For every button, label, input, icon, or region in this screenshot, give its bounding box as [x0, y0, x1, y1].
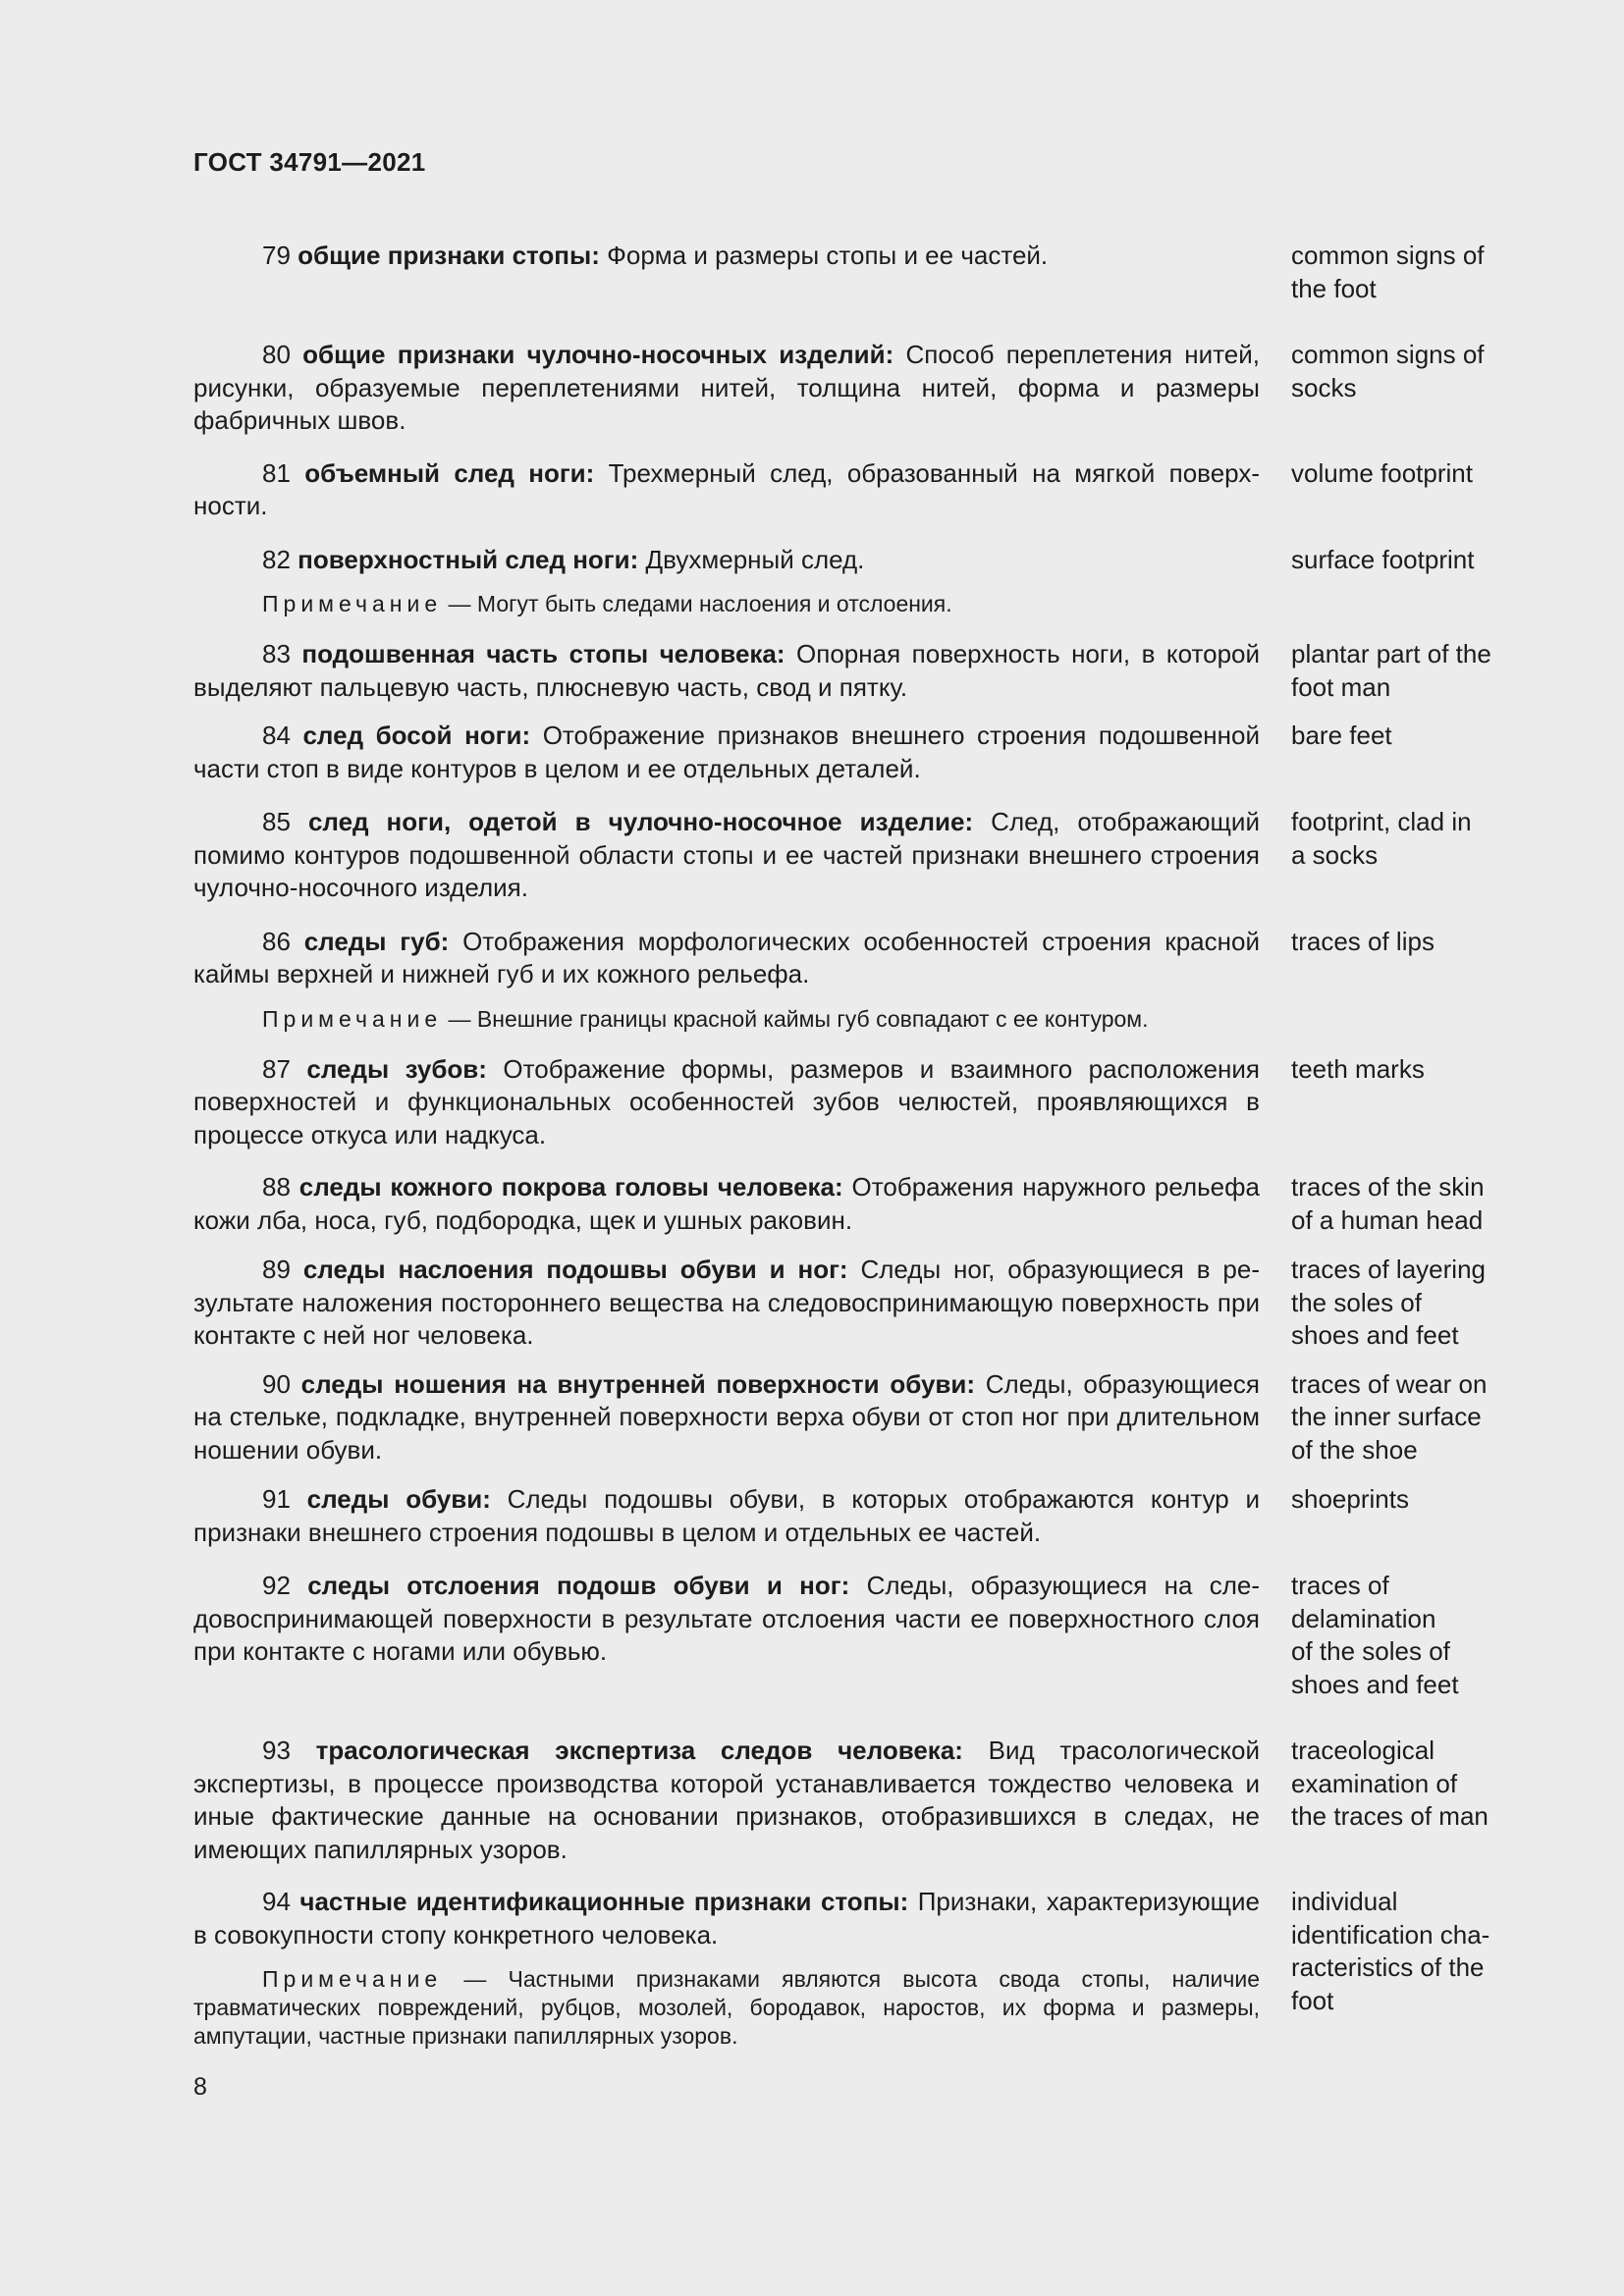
- term-definition: [193, 926, 1260, 1034]
- term-definition: [193, 1735, 1260, 1866]
- definition-text: Отображение признаков внешнего строения подошвенной части стоп в виде контуров в целом и ее отдельных деталей.: [193, 721, 1260, 783]
- english-equivalent: footprint, clad in a socks: [1291, 807, 1472, 870]
- english-equivalent: bare feet: [1291, 721, 1392, 750]
- term-name: следы ношения на внутренней поверхности обуви:: [300, 1368, 976, 1399]
- term-name: следы кожного покрова головы человека:: [298, 1172, 843, 1201]
- term-number: 83: [262, 639, 291, 668]
- term-name: следы зубов:: [306, 1053, 487, 1084]
- definition-paragraph: [193, 926, 1260, 991]
- term-number: 92: [262, 1571, 291, 1600]
- english-equivalent: common signs of socks: [1291, 340, 1485, 402]
- definition-text: Вид трасологической экспертизы, в процессе производства которой устанавливается тождество человека и иные фактические данные на основании признаков, отобразившихся в следах, не имеющих папиллярных узоров.: [193, 1735, 1260, 1864]
- note: [193, 590, 1260, 618]
- term-definition: [193, 720, 1260, 785]
- english-equivalent: shoeprints: [1291, 1484, 1409, 1514]
- english-equivalent: common signs of the foot: [1291, 240, 1485, 303]
- term-number: 86: [262, 926, 291, 956]
- definition-paragraph: [193, 720, 1260, 785]
- english-equivalent: traces of layering the soles of shoes and feet: [1291, 1255, 1486, 1350]
- definition-paragraph: [193, 1886, 1260, 1951]
- term-entry: [193, 1171, 1509, 1237]
- english-equivalent: traces of the skin of a human head: [1291, 1172, 1485, 1235]
- term-definition: [193, 240, 1260, 305]
- definition-text: Опорная поверхность ноги, в которой выделяют пальцевую часть, плюсневую часть, свод и пятку.: [193, 639, 1261, 702]
- definition-paragraph: [193, 638, 1260, 704]
- definition-text: Следы подошвы обуви, в которых отображаются контур и признаки внешнего строения подошвы в целом и отдельных ее частей.: [193, 1484, 1261, 1547]
- note-text: — Могут быть следами наслоения и отслоения.: [448, 591, 952, 616]
- definition-text: Форма и размеры стопы и ее частей.: [607, 240, 1049, 270]
- definition-text: Отображения морфологических особенностей строения красной каймы верхней и нижней губ и их кожного рельефа.: [193, 926, 1260, 988]
- term-name: частные идентификационные признаки стопы:: [299, 1887, 909, 1916]
- term-entry: [193, 926, 1509, 1034]
- term-entry: [193, 1254, 1509, 1353]
- definition-paragraph: [193, 457, 1260, 523]
- term-number: 84: [262, 721, 291, 750]
- term-definition: [193, 1254, 1260, 1353]
- english-equivalent: volume footprint: [1291, 457, 1473, 488]
- term-entry: [193, 1053, 1509, 1152]
- definition-text: Отображения наружного рельефа кожи лба, носа, губ, подбородка, щек и ушных раковин.: [193, 1172, 1260, 1235]
- term-number: 91: [262, 1484, 291, 1514]
- term-definition: [193, 339, 1260, 438]
- note-label: Примечание: [262, 1966, 443, 1992]
- definition-paragraph: [193, 1483, 1260, 1549]
- definition-text: Трехмерный след, образованный на мягкой поверхности.: [193, 457, 1260, 520]
- definition-paragraph: [193, 1735, 1260, 1866]
- definition-paragraph: [193, 339, 1260, 438]
- term-number: 79: [262, 240, 291, 270]
- term-name: следы отслоения подошв обуви и ног:: [307, 1571, 850, 1600]
- page-number: 8: [193, 2073, 207, 2101]
- term-name: следы губ:: [303, 926, 450, 956]
- term-entry: [193, 240, 1509, 305]
- term-name: след босой ноги:: [302, 721, 531, 750]
- definition-text: Двухмерный след.: [645, 544, 865, 574]
- note: [193, 1005, 1260, 1034]
- document-header: ГОСТ 34791—2021: [193, 147, 426, 177]
- term-definition: [193, 1368, 1260, 1468]
- term-definition: [193, 457, 1260, 523]
- definition-paragraph: [193, 1053, 1260, 1152]
- definition-paragraph: [193, 240, 1260, 273]
- term-name: трасологическая экспертиза следов человека:: [315, 1735, 963, 1765]
- terms-list: [193, 240, 1509, 2051]
- note: [193, 1965, 1260, 2051]
- term-definition: [193, 638, 1260, 704]
- term-entry: [193, 638, 1509, 704]
- term-number: 94: [262, 1887, 291, 1916]
- definition-text: Следы ног, образующиеся в результате наложения постороннего вещества на следовоспринимающую поверхность при контакте с ней ног человека.: [193, 1255, 1260, 1350]
- term-entry: [193, 457, 1509, 523]
- term-number: 87: [262, 1053, 291, 1084]
- english-equivalent: traceological examination of the traces of man: [1291, 1735, 1489, 1831]
- definition-text: Признаки, характеризующие в совокупности стопу конкретного человека.: [193, 1887, 1261, 1949]
- term-entry: [193, 544, 1509, 619]
- term-entry: [193, 720, 1509, 785]
- english-equivalent: surface footprint: [1291, 544, 1475, 574]
- definition-paragraph: [193, 1171, 1260, 1237]
- definition-paragraph: [193, 1254, 1260, 1353]
- term-name: следы наслоения подошвы обуви и ног:: [302, 1255, 848, 1284]
- definition-text: Способ переплетения нитей, рисунки, образуемые переплетениями нитей, толщина нитей, форма и размеры фабричных швов.: [193, 340, 1260, 435]
- definition-paragraph: [193, 1570, 1260, 1669]
- definition-text: Следы, образующиеся на следовоспринимающей поверхности в результате отслоения части ее поверхностного слоя при контакте с ногами или обувью.: [193, 1571, 1261, 1666]
- term-definition: [193, 1483, 1260, 1549]
- note-text: — Частными признаками являются высота свода стопы, наличие травматических повреждений, рубцов, мозолей, бородавок, наростов, их форма и размеры, ампутации, частные признаки папиллярных узоров.: [193, 1966, 1261, 2049]
- term-number: 88: [262, 1172, 291, 1201]
- note-text: — Внешние границы красной каймы губ совпадают с ее контуром.: [448, 1005, 1149, 1032]
- term-name: след ноги, одетой в чулочно-носочное изделие:: [307, 807, 974, 836]
- term-definition: [193, 1886, 1260, 2051]
- english-equivalent: plantar part of the foot man: [1291, 639, 1491, 702]
- term-entry: [193, 1886, 1509, 2051]
- english-equivalent: teeth marks: [1291, 1053, 1425, 1084]
- term-definition: [193, 1570, 1260, 1701]
- note-label: Примечание: [262, 591, 443, 616]
- term-definition: [193, 1053, 1260, 1152]
- english-equivalent: traces of lips: [1291, 926, 1435, 956]
- term-entry: [193, 1735, 1509, 1866]
- definition-paragraph: [193, 544, 1260, 577]
- definition-paragraph: [193, 806, 1260, 905]
- term-name: подошвенная часть стопы человека:: [301, 639, 785, 668]
- term-number: 80: [262, 340, 291, 369]
- term-entry: [193, 339, 1509, 438]
- definition-paragraph: [193, 1368, 1260, 1468]
- term-number: 85: [262, 807, 291, 836]
- definition-text: Отображение формы, размеров и взаимного расположения поверхностей и функциональных особенностей зубов челюстей, проявляющихся в процессе откуса или надкуса.: [193, 1053, 1260, 1149]
- english-equivalent: traces of delamination of the soles of shoes and feet: [1291, 1571, 1459, 1699]
- definition-text: Следы, образующиеся на стельке, подкладке, внутренней поверхности верха обуви от стоп ног при длительном ношении обуви.: [193, 1368, 1260, 1465]
- english-equivalent: individual identification cha- racteristics of the foot: [1291, 1887, 1490, 2015]
- term-name: поверхностный след ноги:: [298, 544, 639, 574]
- term-number: 81: [262, 457, 291, 488]
- term-number: 89: [262, 1255, 291, 1284]
- term-name: общие признаки стопы:: [298, 240, 600, 270]
- term-entry: [193, 1570, 1509, 1701]
- term-definition: [193, 806, 1260, 905]
- term-definition: [193, 544, 1260, 619]
- term-number: 93: [262, 1735, 291, 1765]
- term-entry: [193, 806, 1509, 905]
- term-name: объемный след ноги:: [304, 457, 595, 488]
- english-equivalent: traces of wear on the inner surface of the shoe: [1291, 1368, 1488, 1465]
- note-label: Примечание: [262, 1005, 443, 1032]
- term-entry: [193, 1368, 1509, 1468]
- term-name: общие признаки чулочно-носочных изделий:: [302, 340, 894, 369]
- term-number: 82: [262, 544, 291, 574]
- term-entry: [193, 1483, 1509, 1549]
- term-number: 90: [262, 1368, 291, 1399]
- definition-text: След, отображающий помимо контуров подошвенной области стопы и ее частей признаки внешнего строения чулочно-носочного изделия.: [193, 807, 1260, 902]
- term-definition: [193, 1171, 1260, 1237]
- term-name: следы обуви:: [306, 1484, 491, 1514]
